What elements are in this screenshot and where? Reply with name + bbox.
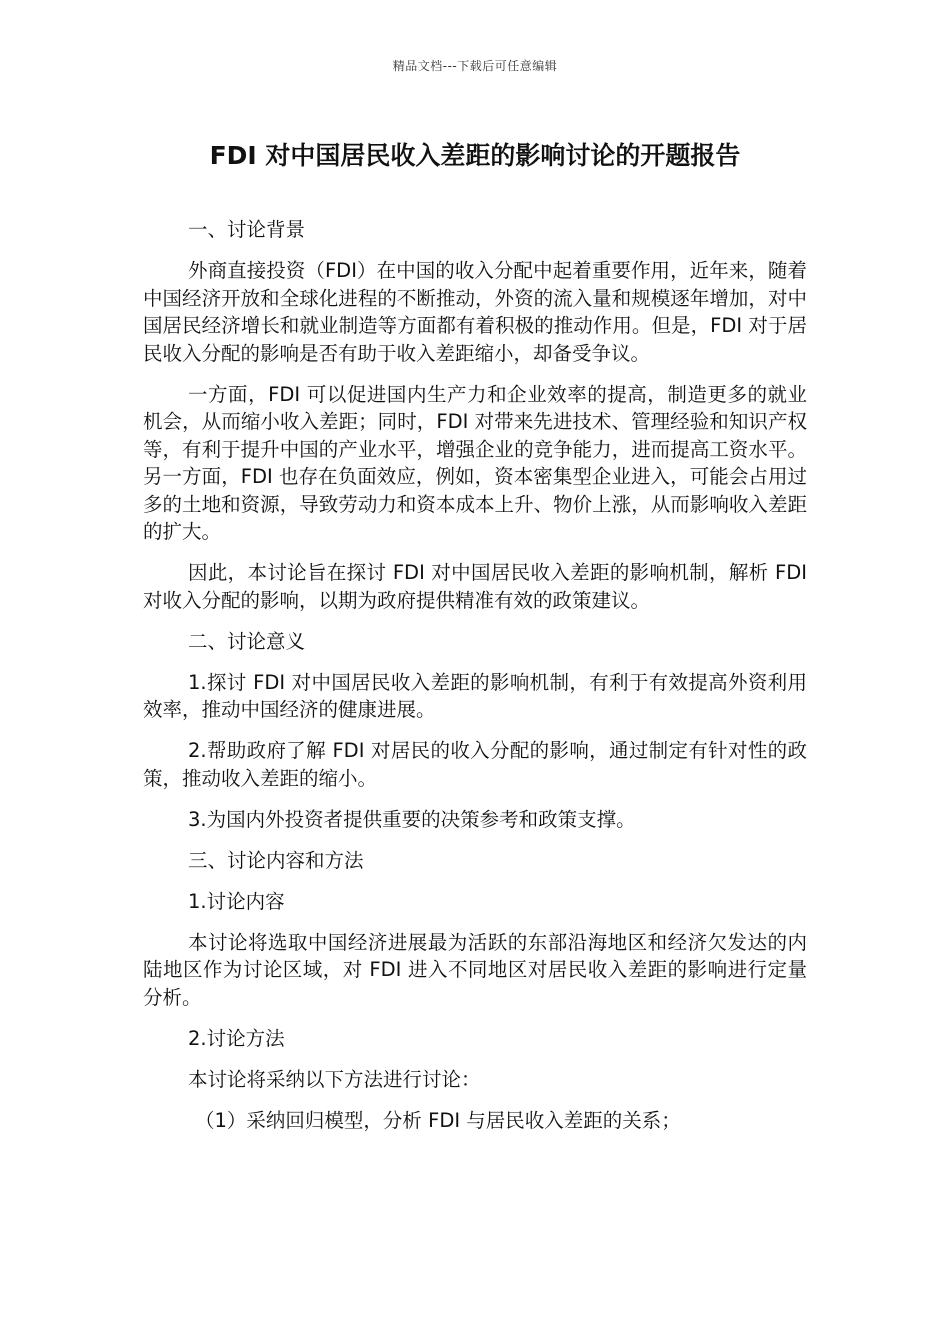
header-note: 精品文档---下载后可任意编辑 xyxy=(392,59,558,73)
paragraph-research-content: 本讨论将选取中国经济进展最为活跃的东部沿海地区和经济欠发达的内陆地区作为讨论区域，对 FDI 进入不同地区对居民收入差距的影响进行定量分析。 xyxy=(143,930,807,1009)
subheading-method: 2.讨论方法 xyxy=(188,1026,285,1050)
paragraph-fdi-effects: 一方面，FDI 可以促进国内生产力和企业效率的提高，制造更多的就业机会，从而缩小收入差距；同时，FDI 对带来先进技术、管理经验和知识产权等，有利于提升中国的产业水平，增强企业的竞争能力，进而提高工资水平。另一方面，FDI 也存在负面效应，例如，资本密集型企业进入，可能会占用过多的土地和资源，导致劳动力和资本成本上升、物价上涨，从而影响收入差距的扩大。 xyxy=(143,382,807,543)
section-heading-content-method: 三、讨论内容和方法 xyxy=(188,848,364,872)
section-heading-significance: 二、讨论意义 xyxy=(188,629,306,653)
paragraph-research-aim: 因此，本讨论旨在探讨 FDI 对中国居民收入差距的影响机制，解析 FDI 对收入分配的影响，以期为政府提供精准有效的政策建议。 xyxy=(143,561,807,612)
subheading-content: 1.讨论内容 xyxy=(188,889,285,913)
section-heading-background: 一、讨论背景 xyxy=(188,218,306,241)
method-item-1: （1）采纳回归模型，分析 FDI 与居民收入差距的关系； xyxy=(195,1108,681,1132)
significance-item-1: 1.探讨 FDI 对中国居民收入差距的影响机制，有利于有效提高外资利用效率，推动中国经济的健康进展。 xyxy=(143,670,807,721)
significance-item-3: 3.为国内外投资者提供重要的决策参考和政策支撑。 xyxy=(188,807,636,831)
significance-item-2: 2.帮助政府了解 FDI 对居民的收入分配的影响，通过制定有针对性的政策，推动收入差距的缩小。 xyxy=(143,739,807,790)
document-title: FDI 对中国居民收入差距的影响讨论的开题报告 xyxy=(209,141,741,170)
paragraph-method-intro: 本讨论将采纳以下方法进行讨论： xyxy=(188,1067,481,1091)
paragraph-fdi-intro: 外商直接投资（FDI）在中国的收入分配中起着重要作用，近年来，随着中国经济开放和全球化进程的不断推动，外资的流入量和规模逐年增加，对中国居民经济增长和就业制造等方面都有着积极的推动作用。但是，FDI 对于居民收入分配的影响是否有助于收入差距缩小，却备受争议。 xyxy=(143,259,807,365)
document-body xyxy=(143,216,807,1148)
